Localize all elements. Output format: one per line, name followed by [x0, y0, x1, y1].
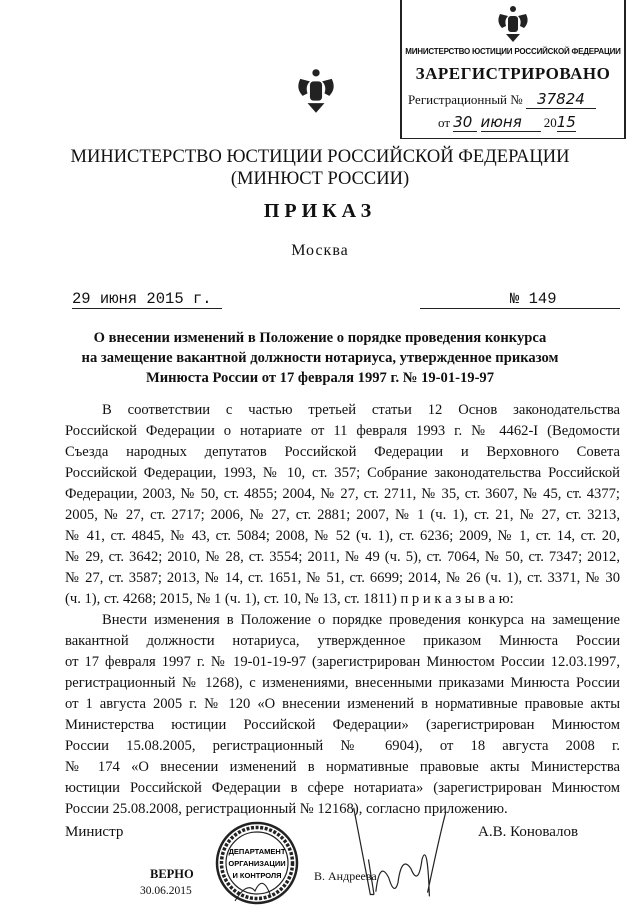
text-line: Съезда народных депутатов Российской Федерации и Верховного Совета: [65, 444, 620, 460]
stamp-date-month: июня: [481, 113, 541, 132]
document-type: ПРИКАЗ: [263, 200, 377, 222]
text-line: Федерации, 2003, № 50, ст. 4855; 2004, № 27, ст. 2711, № 35, ст. 3607, № 45, ст. 4377;: [65, 486, 620, 502]
text-line: России 15.08.2005, регистрационный № 6904), от 18 августа 2008 г.: [65, 738, 620, 754]
stamp-date-year-prefix: 20: [543, 115, 557, 130]
stamp-date-day: 30: [453, 113, 477, 132]
stamp-reg-label: Регистрационный №: [408, 92, 523, 107]
text-line: В соответствии с частью третьей статьи 12 Основ законодательства: [102, 402, 620, 418]
text-line: от 17 февраля 1997 г. № 19-01-19-97 (зарегистрирован Минюстом России 12.03.1997,: [65, 654, 620, 670]
text-line: Министерства юстиции Российской Федерации» (зарегистрирован Минюстом: [65, 717, 620, 733]
registration-stamp: [400, 0, 626, 139]
certification-date: 30.06.2015: [140, 885, 192, 897]
text-line: вакантной должности нотариуса, утвержденное приказом Минюста России: [65, 633, 620, 649]
text-line: Внести изменения в Положение о порядке проведения конкурса на замещение: [102, 612, 620, 628]
stamp-date-prefix: от: [438, 115, 451, 130]
text-line: (ч. 1), ст. 4268; 2015, № 1 (ч. 1), ст. 10, № 13, ст. 1811) п р и к а з ы в а ю:: [65, 591, 514, 607]
text-line: России 25.08.2008, регистрационный № 12168), согласно приложению.: [65, 801, 508, 817]
signer-name: А.В. Коновалов: [478, 824, 579, 840]
ministry-name: МИНИСТЕРСТВО ЮСТИЦИИ РОССИЙСКОЙ ФЕДЕРАЦИИ: [70, 147, 570, 167]
order-date: 29 июня 2015 г.: [72, 290, 222, 309]
city: Москва: [291, 242, 349, 259]
seal-line: ОРГАНИЗАЦИИ: [228, 859, 286, 868]
text-line: Российской Федерации, 1993, № 10, ст. 357; Собрание законодательства Российской: [65, 465, 620, 481]
certification-label: ВЕРНО: [150, 867, 194, 881]
order-title: [0, 328, 640, 388]
seal-line: ДЕПАРТАМЕНТ: [228, 847, 286, 856]
coat-of-arms-icon: [293, 66, 339, 116]
stamp-status: ЗАРЕГИСТРИРОВАНО: [415, 64, 611, 83]
stamp-reg-number: 37824: [526, 90, 596, 109]
text-line: 2005, № 27, ст. 2717; 2006, № 27, ст. 2881; 2007, № 1 (ч. 1), ст. 21, № 27, ст. 3213,: [65, 507, 620, 523]
text-line: № 41, ст. 4845, № 43, ст. 5084; 2008, № 52 (ч. 1), ст. 6236; 2009, № 1, ст. 14, ст. 20,: [65, 528, 620, 544]
minister-signature: [350, 800, 470, 905]
text-line: от 1 августа 2005 г. № 120 «О внесении изменений в нормативные правовые акты: [65, 696, 620, 712]
text-line: № 29, ст. 3642; 2010, № 28, ст. 3554; 2011, № 49 (ч. 5), ст. 7064, № 50, ст. 7347; 2012,: [65, 549, 620, 565]
text-line: регистрационный № 1268), с изменениями, внесенными приказами Минюста России: [65, 675, 620, 691]
text-line: юстиции Российской Федерации в сфере нотариата» (зарегистрирован Минюстом: [65, 780, 620, 796]
text-line: № 27, ст. 3587; 2013, № 14, ст. 1651, № 51, ст. 6699; 2014, № 26 (ч. 1), ст. 3371, № 30: [65, 570, 620, 586]
title-line: на замещение вакантной должности нотариуса, утвержденное приказом: [81, 350, 559, 366]
ministry-short-name: (МИНЮСТ РОССИИ): [230, 169, 410, 189]
order-number: № 149: [420, 290, 620, 309]
stamp-ministry: МИНИСТЕРСТВО ЮСТИЦИИ РОССИЙСКОЙ ФЕДЕРАЦИИ: [405, 47, 621, 56]
coat-of-arms-icon: [494, 4, 532, 44]
certifier-name: В. Андреева: [314, 869, 377, 883]
stamp-date-line: [438, 113, 576, 132]
seal-line: И КОНТРОЛЯ: [232, 871, 282, 880]
title-line: Минюста России от 17 февраля 1997 г. № 19-01-19-97: [145, 370, 495, 386]
text-line: Российской Федерации о нотариате от 11 февраля 1993 г. № 4462-I (Ведомости: [65, 423, 620, 439]
department-seal: [205, 821, 309, 905]
ministry-heading: [0, 146, 640, 190]
title-line: О внесении изменений в Положение о порядке проведения конкурса: [93, 330, 547, 346]
stamp-date-year-suffix: 15: [556, 113, 576, 131]
text-line: № 174 «О внесении изменений в нормативные правовые акты Министерства: [65, 759, 620, 775]
signer-position: Министр: [65, 824, 124, 840]
stamp-reg-number-line: [408, 90, 596, 109]
